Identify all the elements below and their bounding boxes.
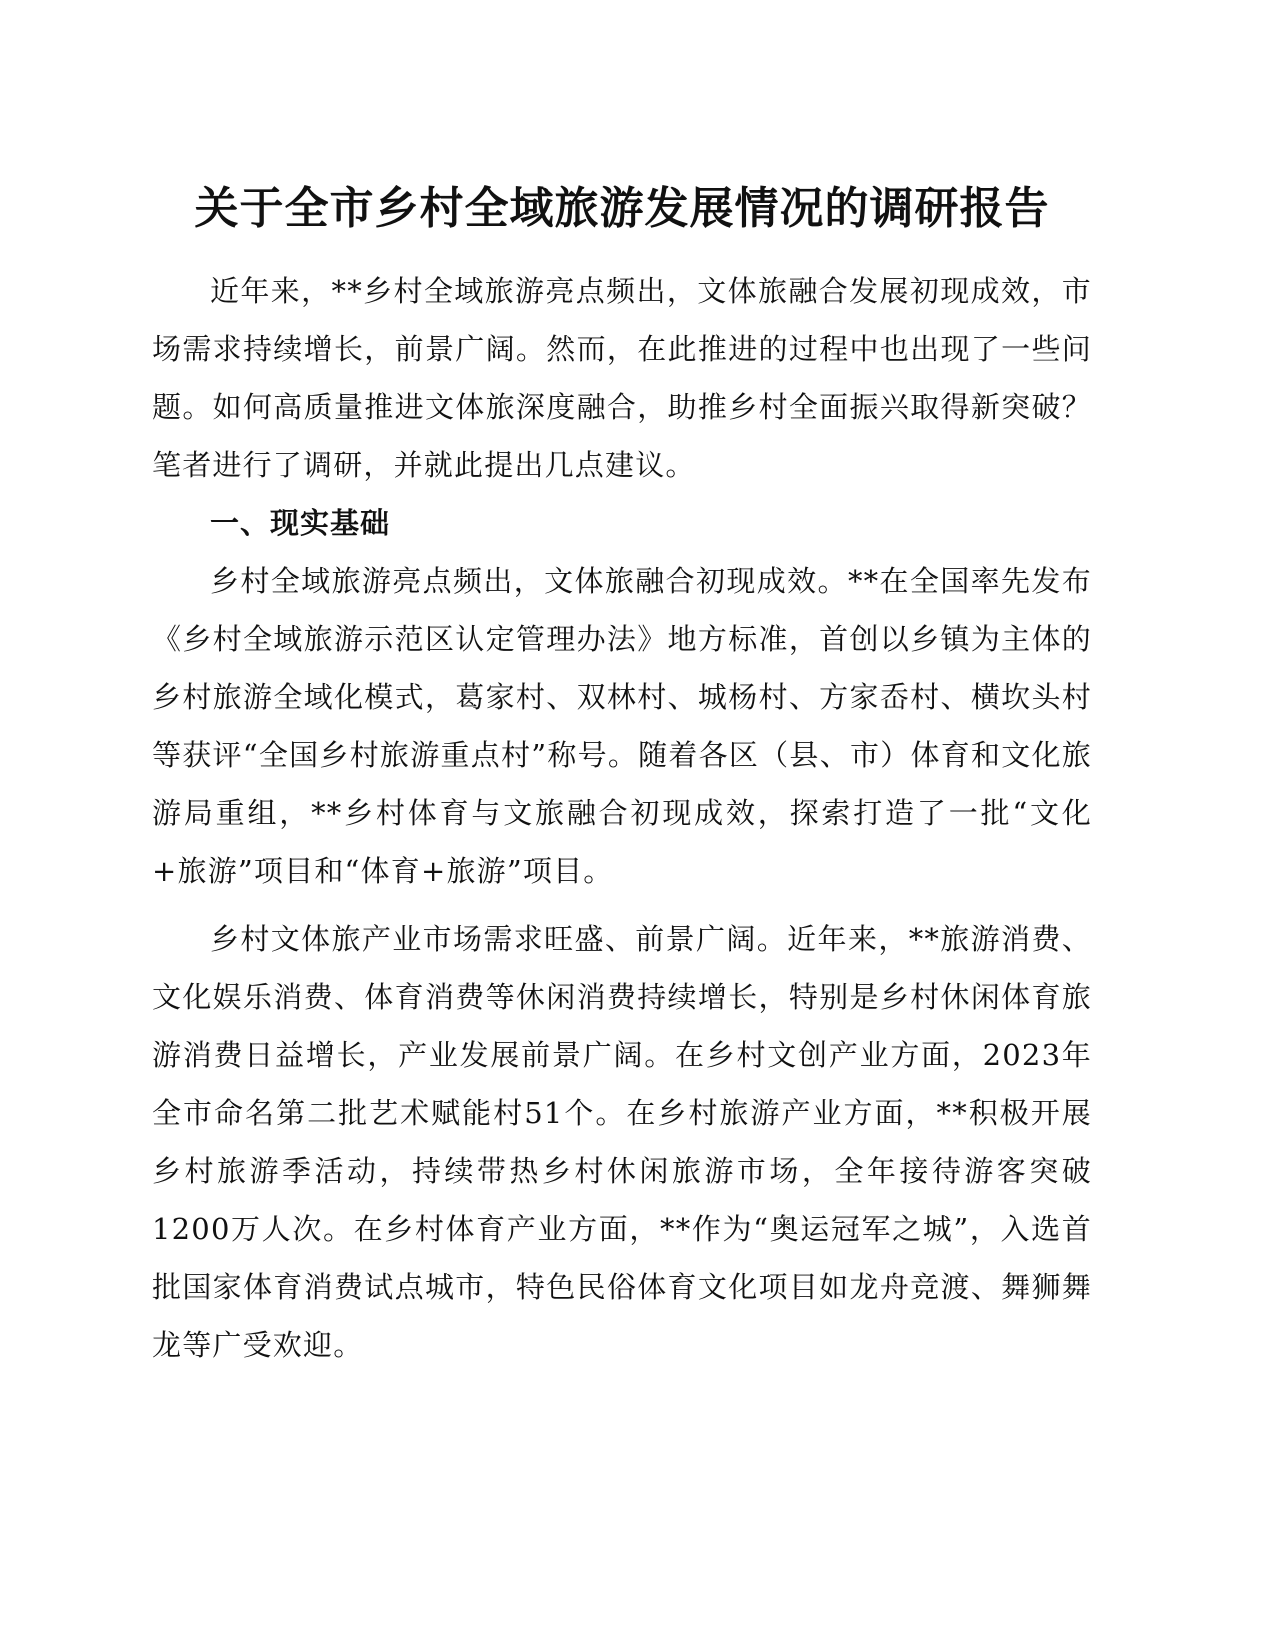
intro-paragraph: 近年来，**乡村全域旅游亮点频出，文体旅融合发展初现成效，市场需求持续增长，前景广阔。然而，在此推进的过程中也出现了一些问题。如何高质量推进文体旅深度融合，助推乡村全面振兴取得新突破？笔者进行了调研，并就此提出几点建议。 [152, 274, 1092, 482]
body-paragraph-1: 乡村全域旅游亮点频出，文体旅融合初现成效。**在全国率先发布《乡村全域旅游示范区认定管理办法》地方标准，首创以乡镇为主体的乡村旅游全域化模式，葛家村、双林村、城杨村、方家岙村、横坎头村等获评“全国乡村旅游重点村”称号。随着各区（县、市）体育和文化旅游局重组，**乡村体育与文旅融合初现成效，探索打造了一批“文化+旅游”项目和“体育+旅游”项目。 [152, 564, 1092, 888]
paragraph-gap [152, 900, 1092, 910]
body-paragraph-2: 乡村文体旅产业市场需求旺盛、前景广阔。近年来，**旅游消费、文化娱乐消费、体育消费等休闲消费持续增长，特别是乡村休闲体育旅游消费日益增长，产业发展前景广阔。在乡村文创产业方面，2023年全市命名第二批艺术赋能村51个。在乡村旅游产业方面，**积极开展乡村旅游季活动，持续带热乡村休闲旅游市场，全年接待游客突破1200万人次。在乡村体育产业方面，**作为“奥运冠军之城”，入选首批国家体育消费试点城市，特色民俗体育文化项目如龙舟竞渡、舞狮舞龙等广受欢迎。 [152, 922, 1092, 1362]
section-heading: 一、现实基础 [210, 506, 391, 540]
document-title: 关于全市乡村全域旅游发展情况的调研报告 [194, 183, 1050, 234]
document-page [152, 178, 1092, 1374]
